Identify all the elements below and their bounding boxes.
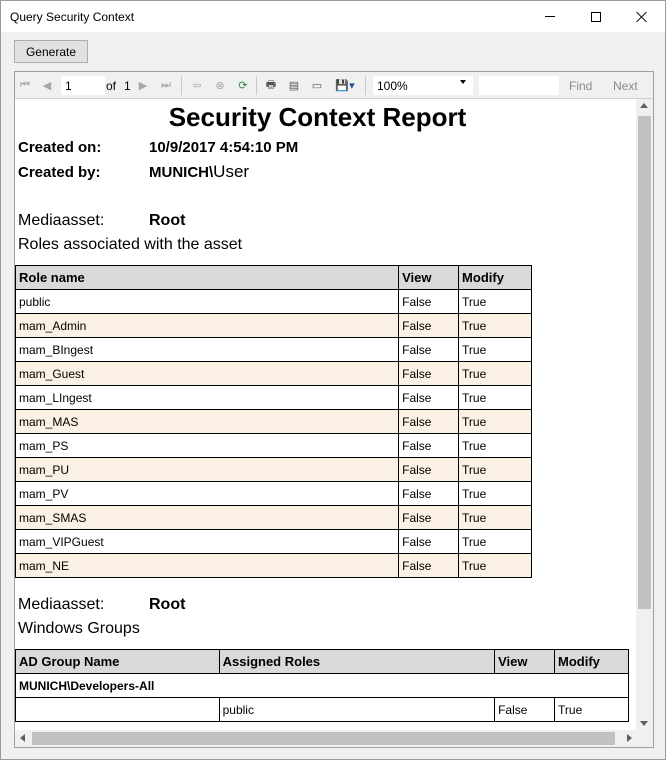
first-page-icon[interactable]: ⏮ <box>20 79 30 91</box>
scroll-up-icon[interactable] <box>640 103 648 108</box>
role-row <box>16 338 532 362</box>
find-input[interactable] <box>479 76 559 95</box>
role-name-cell: public <box>16 290 399 314</box>
vertical-scroll-thumb[interactable] <box>638 116 651 609</box>
ad-group-cell <box>16 698 220 722</box>
total-pages: 1 <box>124 79 131 93</box>
view-cell: False <box>399 554 459 578</box>
window-title: Query Security Context <box>10 10 135 24</box>
created-by-value <box>149 162 249 182</box>
minimize-icon <box>545 16 555 17</box>
role-name-cell: mam_NE <box>16 554 399 578</box>
view-header: View <box>495 650 555 674</box>
find-next-link[interactable]: Next <box>613 79 638 93</box>
windows-groups-table <box>15 649 629 722</box>
view-cell: False <box>399 314 459 338</box>
view-cell: False <box>399 386 459 410</box>
role-name-cell: mam_SMAS <box>16 506 399 530</box>
horizontal-scroll-thumb[interactable] <box>32 732 615 745</box>
scroll-down-icon[interactable] <box>640 721 648 726</box>
role-row <box>16 530 532 554</box>
mediaasset-label: Mediaasset: <box>18 596 105 613</box>
print-layout-icon[interactable]: ▤ <box>288 80 300 92</box>
report-page <box>15 99 636 730</box>
ad-group-name-header: AD Group Name <box>16 650 220 674</box>
scroll-corner <box>636 730 653 747</box>
group-role-row <box>16 698 629 722</box>
page-number-input[interactable] <box>61 76 105 95</box>
modify-cell: True <box>459 362 532 386</box>
mediaasset-value: Root <box>149 596 186 613</box>
role-row <box>16 482 532 506</box>
role-name-cell: mam_Admin <box>16 314 399 338</box>
role-row <box>16 506 532 530</box>
of-label: of <box>106 79 117 93</box>
chevron-down-icon[interactable] <box>460 80 466 84</box>
toolbar-separator <box>365 76 366 95</box>
view-header: View <box>399 266 459 290</box>
created-by-label: Created by: <box>18 164 101 181</box>
close-button[interactable] <box>619 1 665 32</box>
maximize-icon <box>591 12 601 22</box>
scroll-left-icon[interactable] <box>20 734 25 742</box>
view-cell: False <box>399 506 459 530</box>
view-cell: False <box>495 698 555 722</box>
role-row <box>16 314 532 338</box>
role-name-cell: mam_MAS <box>16 410 399 434</box>
maximize-button[interactable] <box>573 1 619 32</box>
assigned-role-cell: public <box>219 698 494 722</box>
modify-cell: True <box>459 338 532 362</box>
modify-cell: True <box>459 554 532 578</box>
group-name-cell: MUNICH\Developers-All <box>16 674 629 698</box>
modify-cell: True <box>459 386 532 410</box>
print-icon[interactable]: 🖶 <box>265 79 277 91</box>
role-row <box>16 554 532 578</box>
role-name-cell: mam_PU <box>16 458 399 482</box>
modify-cell: True <box>459 314 532 338</box>
modify-cell: True <box>459 458 532 482</box>
modify-cell: True <box>459 290 532 314</box>
report-viewer <box>14 71 654 748</box>
modify-header: Modify <box>459 266 532 290</box>
toolbar-separator <box>256 76 257 95</box>
vertical-scrollbar[interactable] <box>636 99 653 730</box>
roles-table <box>15 265 532 578</box>
role-row <box>16 458 532 482</box>
modify-cell: True <box>459 506 532 530</box>
report-toolbar <box>15 72 653 99</box>
modify-header: Modify <box>555 650 629 674</box>
minimize-button[interactable] <box>527 1 573 32</box>
view-cell: False <box>399 338 459 362</box>
export-icon[interactable]: 💾▾ <box>335 80 355 92</box>
next-page-icon[interactable]: ▶ <box>138 80 148 92</box>
refresh-icon[interactable]: ⟳ <box>238 80 248 92</box>
role-row <box>16 290 532 314</box>
toolbar-separator <box>181 76 182 95</box>
last-page-icon[interactable]: ⏭ <box>161 79 171 91</box>
view-cell: False <box>399 362 459 386</box>
view-cell: False <box>399 410 459 434</box>
created-on-label: Created on: <box>18 139 102 156</box>
generate-button[interactable]: Generate <box>14 40 88 63</box>
role-row <box>16 386 532 410</box>
role-name-cell: mam_BIngest <box>16 338 399 362</box>
groups-header-row <box>16 650 629 674</box>
modify-cell: True <box>459 434 532 458</box>
roles-header-row <box>16 266 532 290</box>
created-by-domain: MUNICH\ <box>149 164 214 181</box>
role-row <box>16 362 532 386</box>
group-row <box>16 674 629 698</box>
view-cell: False <box>399 482 459 506</box>
mediaasset-value: Root <box>149 212 186 229</box>
role-name-cell: mam_LIngest <box>16 386 399 410</box>
find-link[interactable]: Find <box>569 79 593 93</box>
back-to-parent-icon[interactable]: ⇦ <box>192 80 202 92</box>
modify-cell: True <box>459 410 532 434</box>
scroll-right-icon[interactable] <box>627 734 632 742</box>
report-title: Security Context Report <box>168 102 467 132</box>
assigned-roles-header: Assigned Roles <box>219 650 494 674</box>
view-cell: False <box>399 434 459 458</box>
page-setup-icon[interactable]: ▭ <box>311 80 323 92</box>
horizontal-scrollbar[interactable] <box>15 730 636 747</box>
modify-cell: True <box>555 698 629 722</box>
close-icon <box>636 11 648 23</box>
role-name-cell: mam_Guest <box>16 362 399 386</box>
windows-groups-subtitle: Windows Groups <box>18 620 140 637</box>
role-row <box>16 434 532 458</box>
modify-cell: True <box>459 482 532 506</box>
role-name-cell: mam_PS <box>16 434 399 458</box>
stop-rendering-icon[interactable]: ⊗ <box>215 80 225 92</box>
modify-cell: True <box>459 530 532 554</box>
view-cell: False <box>399 530 459 554</box>
role-name-cell: mam_VIPGuest <box>16 530 399 554</box>
previous-page-icon[interactable]: ◀ <box>42 80 52 92</box>
created-on-value: 10/9/2017 4:54:10 PM <box>149 139 299 156</box>
mediaasset-label: Mediaasset: <box>18 212 105 229</box>
role-row <box>16 410 532 434</box>
role-name-header: Role name <box>16 266 399 290</box>
title-bar <box>1 1 665 32</box>
view-cell: False <box>399 290 459 314</box>
zoom-select[interactable] <box>373 76 473 95</box>
created-by-user: User <box>213 162 250 181</box>
roles-subtitle: Roles associated with the asset <box>18 236 243 253</box>
view-cell: False <box>399 458 459 482</box>
role-name-cell: mam_PV <box>16 482 399 506</box>
